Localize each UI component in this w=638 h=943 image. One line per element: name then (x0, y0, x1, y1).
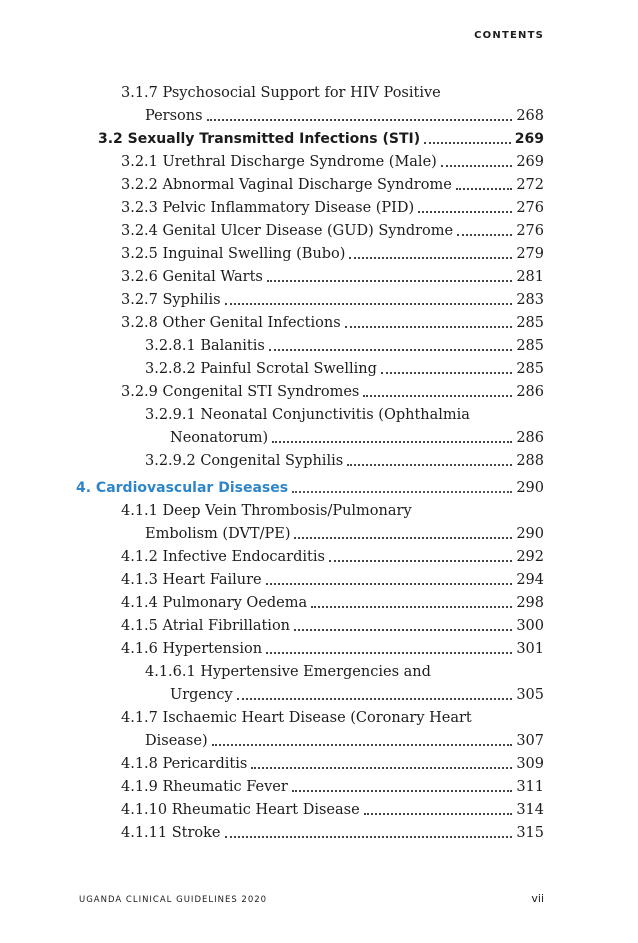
dot-leader (345, 326, 513, 328)
toc-entry-title: 4.1.9 Rheumatic Fever (121, 779, 288, 795)
toc-entry-3-1-7[interactable] (145, 102, 544, 125)
toc-entry-title: 3.2.9.2 Congenital Syphilis (145, 453, 344, 469)
toc-entry-title: 3.2.4 Genital Ulcer Disease (GUD) Syndrome (121, 223, 454, 239)
toc-page-number: 307 (516, 733, 544, 749)
toc-page-number: 315 (516, 825, 544, 841)
toc-entry-3-2-9[interactable] (121, 378, 544, 401)
toc-entry-4-1-1[interactable] (145, 520, 544, 543)
dot-leader (347, 464, 512, 466)
dot-leader (311, 606, 512, 608)
toc-page-number: 294 (516, 572, 544, 588)
toc-page-number: 300 (516, 618, 544, 634)
toc-entry-4-1-3[interactable] (121, 566, 544, 589)
toc-entry-3-2-4[interactable] (121, 217, 544, 240)
toc-page-number: 279 (516, 246, 544, 262)
dot-leader (225, 836, 513, 838)
dot-leader (424, 142, 511, 144)
toc-section-title: 3.2 Sexually Transmitted Infections (STI) (98, 131, 421, 147)
toc-entry-3-2-8[interactable] (121, 309, 544, 332)
toc-entry-title: Neonatorum) (170, 430, 269, 446)
toc-entry-4-1-7[interactable] (145, 727, 544, 750)
dot-leader (381, 372, 512, 374)
toc-entry-title: 4.1.8 Pericarditis (121, 756, 248, 772)
toc-entry-4-1-10[interactable] (121, 796, 544, 819)
toc-entry-3-1-7-line1: 3.1.7 Psychosocial Support for HIV Positive (121, 85, 441, 101)
toc-entry-4-1-4[interactable] (121, 589, 544, 612)
toc-entry-3-2-3[interactable] (121, 194, 544, 217)
toc-entry-3-2-1[interactable] (121, 148, 544, 171)
toc-entry-title: 3.2.9 Congenital STI Syndromes (121, 384, 360, 400)
toc-page-number: 311 (516, 779, 544, 795)
toc-page-number: 305 (516, 687, 544, 703)
dot-leader (292, 790, 512, 792)
toc-entry-3-2-8-2[interactable] (145, 355, 544, 378)
toc-page-number: 283 (516, 292, 544, 308)
running-header: CONTENTS (474, 30, 544, 41)
dot-leader (267, 280, 512, 282)
dot-leader (212, 744, 513, 746)
toc-entry-title: 3.2.7 Syphilis (121, 292, 221, 308)
toc-entry-title: 4.1.3 Heart Failure (121, 572, 262, 588)
dot-leader (457, 234, 512, 236)
toc-entry-title: Persons (145, 108, 203, 124)
toc-page-number: 285 (516, 315, 544, 331)
dot-leader (207, 119, 513, 121)
dot-leader (441, 165, 513, 167)
toc-entry-title: 3.2.3 Pelvic Inflammatory Disease (PID) (121, 200, 415, 216)
toc-entry-3-2-6[interactable] (121, 263, 544, 286)
toc-chapter-4[interactable] (76, 474, 544, 497)
toc-entry-title: 3.2.1 Urethral Discharge Syndrome (Male) (121, 154, 437, 170)
toc-entry-4-1-6-1[interactable] (170, 681, 544, 704)
dot-leader (272, 441, 512, 443)
toc-entry-title: 4.1.5 Atrial Fibrillation (121, 618, 291, 634)
toc-entry-title: 4.1.11 Stroke (121, 825, 221, 841)
toc-page-number: 290 (516, 480, 544, 496)
toc-entry-4-1-6-1-line1: 4.1.6.1 Hypertensive Emergencies and (145, 664, 431, 680)
toc-page-number: 298 (516, 595, 544, 611)
toc-page-number: 268 (516, 108, 544, 124)
toc-entry-3-2-9-1[interactable] (170, 424, 544, 447)
dot-leader (418, 211, 512, 213)
toc-entry-title: Urgency (170, 687, 233, 703)
toc-page-number: 290 (516, 526, 544, 542)
toc-entry-title: Disease) (145, 733, 208, 749)
dot-leader (364, 813, 513, 815)
toc-page-number: 292 (516, 549, 544, 565)
toc-entry-title: 3.2.8.2 Painful Scrotal Swelling (145, 361, 377, 377)
toc-entry-3-2-9-2[interactable] (145, 447, 544, 470)
toc-entry-4-1-9[interactable] (121, 773, 544, 796)
toc-page-number: 269 (516, 154, 544, 170)
toc-entry-4-1-7-line1: 4.1.7 Ischaemic Heart Disease (Coronary Heart (121, 710, 472, 726)
toc-page-number: 286 (516, 430, 544, 446)
dot-leader (294, 629, 512, 631)
dot-leader (266, 652, 512, 654)
folio-page-number: vii (531, 892, 544, 905)
toc-page-number: 285 (516, 338, 544, 354)
toc-page-number: 314 (516, 802, 544, 818)
toc-page-number: 281 (516, 269, 544, 285)
toc-entry-4-1-2[interactable] (121, 543, 544, 566)
dot-leader (292, 491, 512, 493)
toc-entry-3-2-5[interactable] (121, 240, 544, 263)
toc-page-number: 272 (516, 177, 544, 193)
toc-section-3-2[interactable] (98, 125, 544, 148)
toc-entry-4-1-1-line1: 4.1.1 Deep Vein Thrombosis/Pulmonary (121, 503, 412, 519)
dot-leader (225, 303, 513, 305)
toc-page-number: 301 (516, 641, 544, 657)
toc-entry-4-1-11[interactable] (121, 819, 544, 842)
dot-leader (363, 395, 512, 397)
toc-entry-4-1-8[interactable] (121, 750, 544, 773)
toc-entry-3-2-8-1[interactable] (145, 332, 544, 355)
dot-leader (329, 560, 512, 562)
dot-leader (456, 188, 513, 190)
toc-entry-3-2-2[interactable] (121, 171, 544, 194)
toc-entry-title: 4.1.4 Pulmonary Oedema (121, 595, 308, 611)
toc-entry-title: 3.2.5 Inguinal Swelling (Bubo) (121, 246, 346, 262)
toc-page-number: 276 (516, 200, 544, 216)
toc-entry-title: 4.1.2 Infective Endocarditis (121, 549, 325, 565)
toc-page-number: 288 (516, 453, 544, 469)
dot-leader (251, 767, 512, 769)
toc-page-number: 269 (514, 131, 544, 147)
toc-entry-3-2-9-1-line1: 3.2.9.1 Neonatal Conjunctivitis (Ophthalmia (145, 407, 470, 423)
dot-leader (294, 537, 512, 539)
toc-page-number: 285 (516, 361, 544, 377)
toc-entry-title: 3.2.6 Genital Warts (121, 269, 263, 285)
toc-entry-4-1-6[interactable] (121, 635, 544, 658)
dot-leader (269, 349, 513, 351)
toc-entry-title: 3.2.2 Abnormal Vaginal Discharge Syndrome (121, 177, 452, 193)
toc-page-number: 309 (516, 756, 544, 772)
toc-entry-title: 4.1.10 Rheumatic Heart Disease (121, 802, 360, 818)
dot-leader (237, 698, 513, 700)
toc-entry-title: 4.1.6 Hypertension (121, 641, 263, 657)
toc-page-number: 286 (516, 384, 544, 400)
toc-chapter-title: 4. Cardiovascular Diseases (76, 480, 289, 496)
toc-entry-title: Embolism (DVT/PE) (145, 526, 291, 542)
running-footer-title: UGANDA CLINICAL GUIDELINES 2020 (79, 895, 268, 905)
toc-page-number: 276 (516, 223, 544, 239)
dot-leader (266, 583, 513, 585)
toc-entry-3-2-7[interactable] (121, 286, 544, 309)
toc-entry-title: 3.2.8 Other Genital Infections (121, 315, 341, 331)
toc-entry-title: 3.2.8.1 Balanitis (145, 338, 265, 354)
dot-leader (349, 257, 512, 259)
toc-entry-4-1-5[interactable] (121, 612, 544, 635)
